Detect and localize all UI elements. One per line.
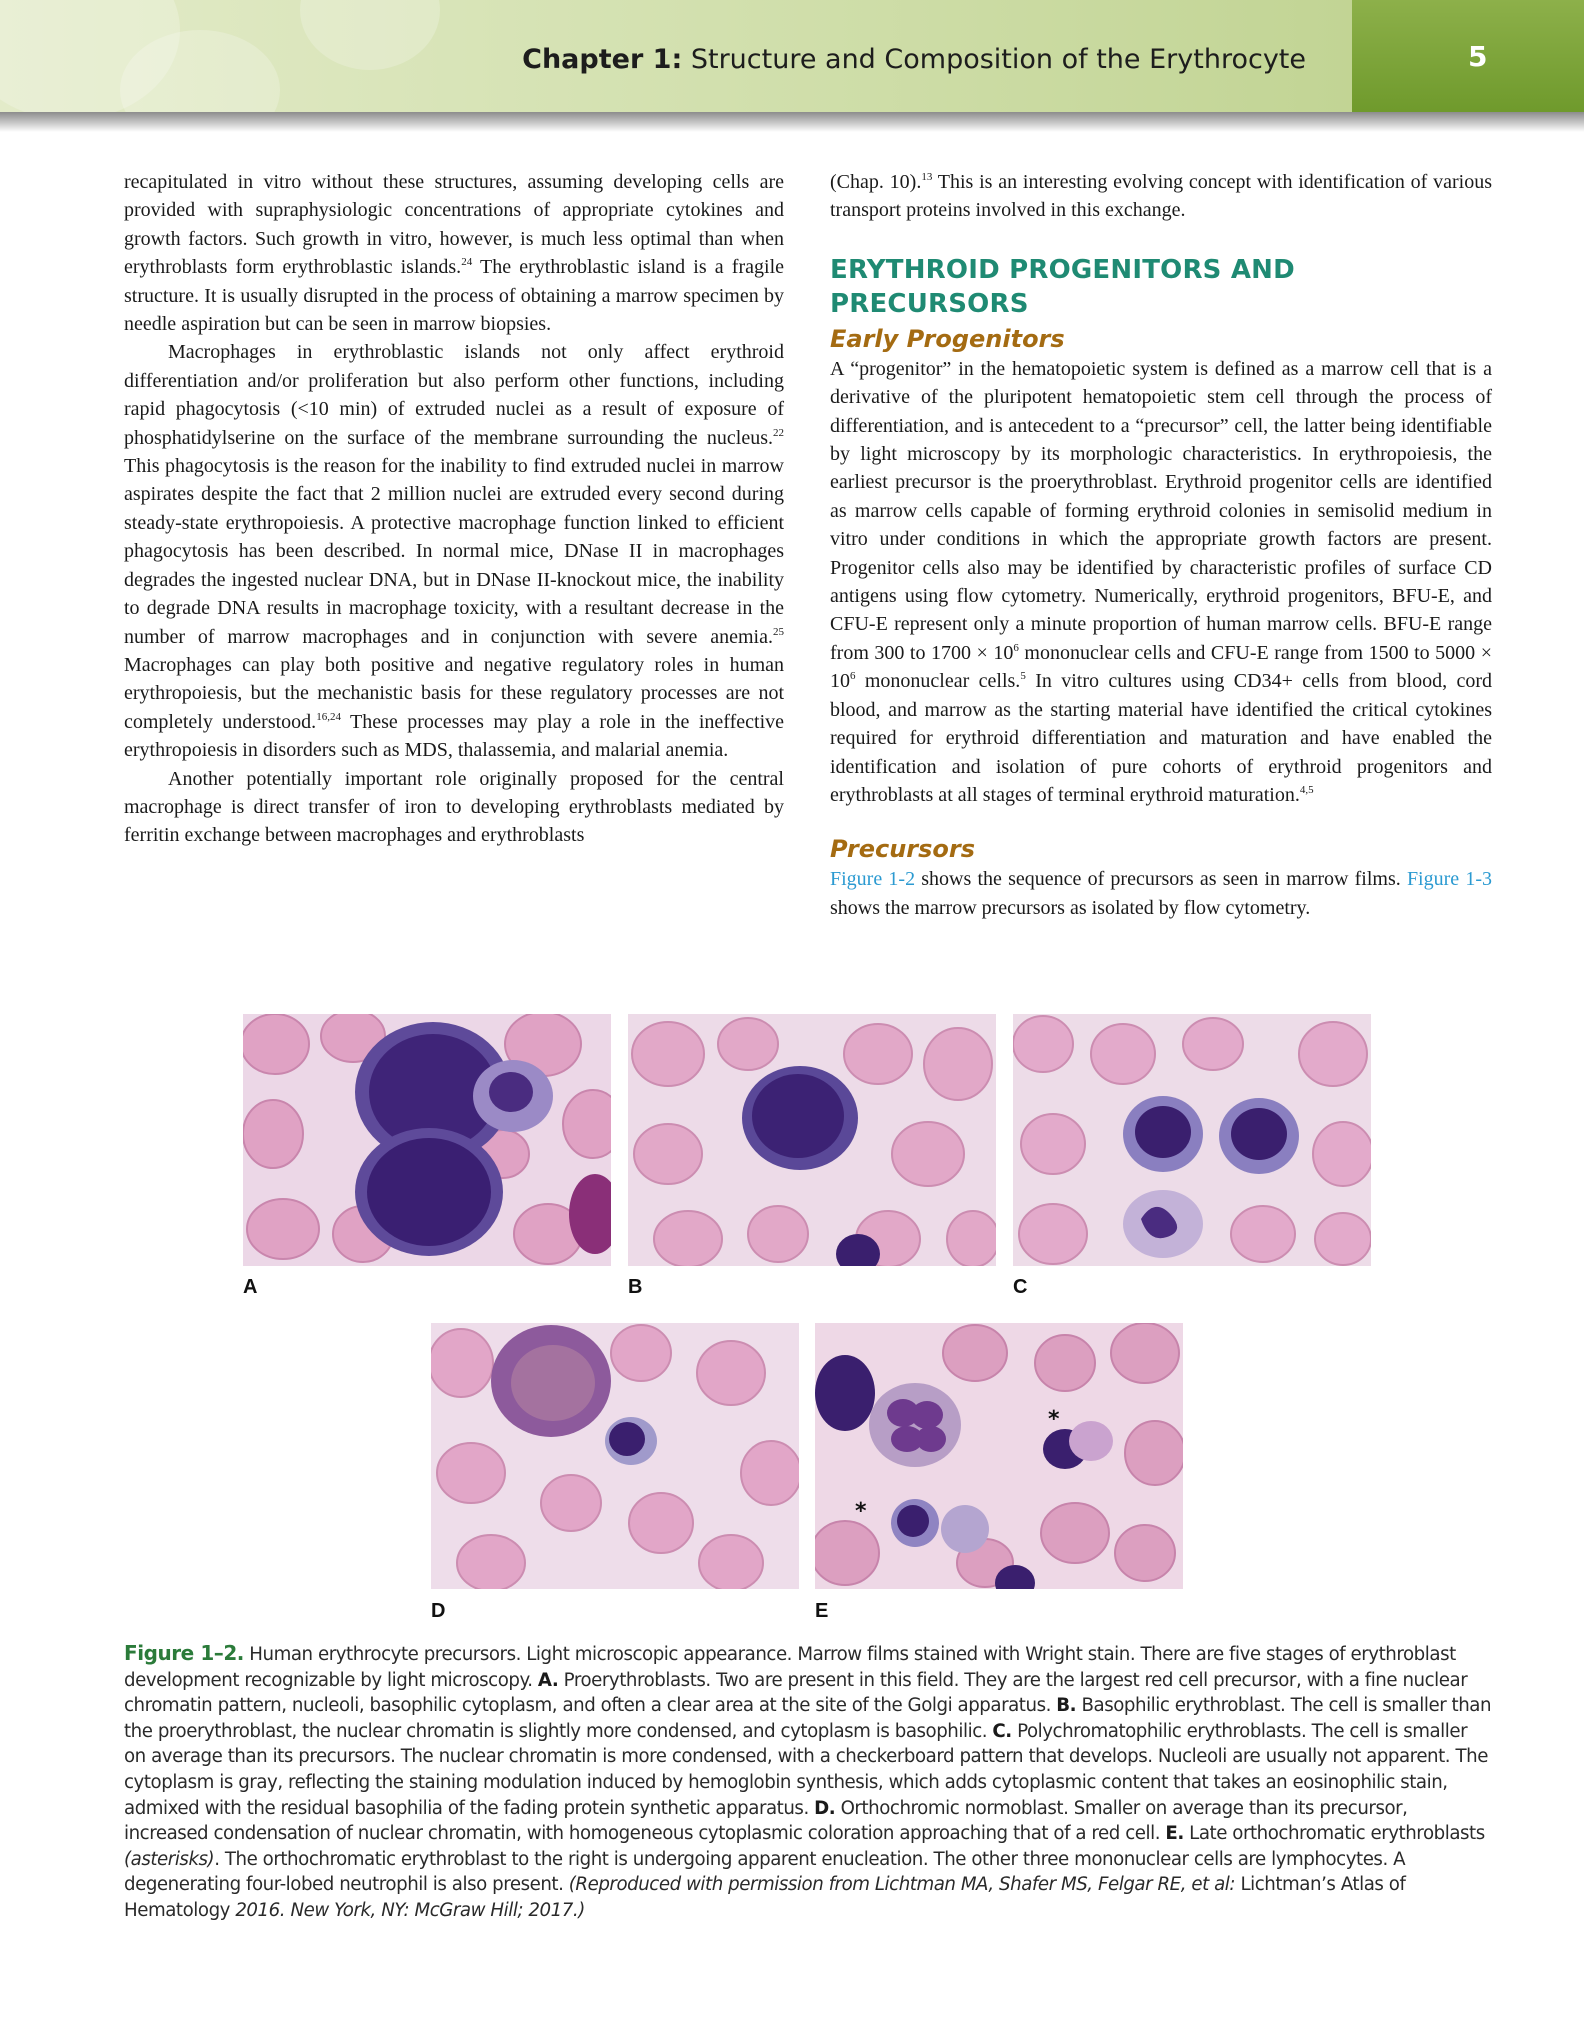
figure-link[interactable]: Figure 1-3 bbox=[1406, 868, 1493, 891]
citation: 16,24 bbox=[316, 710, 341, 723]
micrograph-image bbox=[815, 1323, 1183, 1589]
citation: 22 bbox=[773, 426, 784, 439]
paragraph: Figure 1-2 shows the sequence of precursors as seen in marrow films. Figure 1-3 shows the marrow precursors as isolated by flow cytometry. bbox=[830, 868, 1493, 919]
paragraph: (Chap. 10).$^{13}$ This is an interesting evolving concept with identification of various transport proteins involved in this exchange. bbox=[830, 171, 1492, 222]
micrograph-panel-c bbox=[1013, 1014, 1371, 1266]
subsection-heading: Early Progenitors bbox=[830, 324, 1065, 353]
exponent: 6 bbox=[850, 670, 856, 683]
micrograph-panel-d bbox=[431, 1323, 799, 1589]
chapter-label: Chapter 1: bbox=[522, 44, 683, 75]
panel-label-e: E bbox=[815, 1600, 829, 1622]
credit-line: (Reproduced with permission from Lichtman MA, Shafer MS, Felgar RE, et al: bbox=[568, 1874, 1241, 1896]
panel-label-d: D bbox=[431, 1600, 446, 1622]
figure-link[interactable]: Figure 1-2 bbox=[830, 868, 916, 891]
exponent: 6 bbox=[1013, 641, 1019, 654]
header-decoration bbox=[300, 0, 440, 70]
paragraph: Another potentially important role originally proposed for the central macrophage is direct transfer of iron to developing erythroblasts mediated by ferritin exchange between macrophages and erythroblasts bbox=[124, 767, 784, 847]
section-heading: ERYTHROID PROGENITORS AND PRECURSORS bbox=[830, 254, 1295, 319]
citation: 24 bbox=[461, 256, 473, 269]
paragraph: recapitulated in vitro without these structures, assuming developing cells are provided with supraphysiologic concentrations of appropriate cytokines and growth factors. Such growth in vitro, however, is much less optimal than when erythroblasts form erythroblastic islands.$^{24}$ The erythroblastic island is a fragile structure. It is usually disrupted in the process of obtaining a marrow specimen by needle aspiration but can be seen in marrow biopsies. bbox=[124, 171, 784, 336]
paragraph: Macrophages in erythroblastic islands not only affect erythroid differentiation and/or proliferation but also perform other functions, including rapid phagocytosis (<10 min) of extruded nuclei as a result of exposure of phosphatidylserine on the surface of the membrane surrounding the nucleus.$^{22}$ This phagocytosis is the reason for the inability to find extruded nuclei in marrow aspirates despite the fact that 2 million nuclei are extruded every second during steady-state erythropoiesis. A protective macrophage function linked to efficient phagocytosis has been described. In normal mice, DNase II in macrophages degrades the ingested nuclear DNA, but in DNase II-knockout mice, the inability to degrade DNA results in macrophage toxicity, with a resultant decrease in the number of marrow macrophages and in conjunction with severe anemia.$^{25}$ Macrophages can play both positive and negative regulatory roles in human erythropoiesis, but the mechanistic basis for these regulatory processes are not completely understood.$^{16,24}$ These processes may play a role in the ineffective erythropoiesis in disorders such as MDS, thalassemia, and malarial anemia. bbox=[124, 341, 784, 762]
subsection-heading: Precursors bbox=[830, 835, 976, 864]
running-title bbox=[522, 44, 1306, 75]
asterisk-marker: * bbox=[855, 1499, 867, 1524]
micrograph-panel-a bbox=[243, 1014, 611, 1266]
micrograph-image bbox=[243, 1014, 611, 1266]
micrograph-panel-b bbox=[628, 1014, 996, 1266]
micrograph-image bbox=[1013, 1014, 1371, 1266]
running-header bbox=[0, 0, 1584, 112]
citation: 4,5 bbox=[1299, 783, 1314, 796]
figure-label: Figure 1–2. bbox=[124, 1641, 244, 1665]
citation: 25 bbox=[773, 625, 784, 638]
chapter-title: Structure and Composition of the Erythrocyte bbox=[690, 44, 1306, 75]
citation: 13 bbox=[921, 171, 933, 183]
left-column bbox=[124, 168, 784, 850]
right-column bbox=[830, 168, 1492, 922]
citation: 5 bbox=[1020, 670, 1026, 683]
panel-label-a: A bbox=[243, 1276, 258, 1298]
header-shadow-bar bbox=[0, 112, 1584, 132]
figure-caption: Figure 1–2. Human erythrocyte precursors. Light microscopic appearance. Marrow films stained with Wright stain. There are five stages of erythroblast development recognizable by light microscopy. A. Proerythroblasts. Two are present in this field. They are the largest red cell precursor, with a fine nuclear chromatin pattern, nucleoli, basophilic cytoplasm, and often a clear area at the site of the Golgi apparatus. B. Basophilic erythroblast. The cell is smaller than the proerythroblast, the nuclear chromatin is slightly more condensed, and cytoplasm is basophilic. C. Polychromatophilic erythroblasts. The cell is smaller on average than its precursors. The nuclear chromatin is more condensed, with a checkerboard pattern that develops. Nucleoli are usually not apparent. The cytoplasm is gray, reflecting the staining modulation induced by hemoglobin synthesis, which adds cytoplasmic content that takes an eosinophilic stain, admixed with the residual basophilia of the fading protein synthetic apparatus. D. Orthochromic normoblast. Smaller on average than its precursor, increased condensation of nuclear chromatin, with homogeneous cytoplasmic coloration approaching that of a red cell. E. Late orthochromatic erythroblasts (asterisks). The orthochromatic erythroblast to the right is undergoing apparent enucleation. The other three mononuclear cells are lymphocytes. A degenerating four-lobed neutrophil is also present. (Reproduced with permission from Lichtman MA, Shafer MS, Felgar RE, et al: Lichtman’s Atlas of Hematology 2016. New York, NY: McGraw Hill; 2017.) bbox=[124, 1641, 1492, 1921]
page-number: 5 bbox=[1468, 40, 1488, 73]
panel-label-b: B bbox=[628, 1276, 643, 1298]
micrograph-image bbox=[628, 1014, 996, 1266]
asterisk-marker: * bbox=[1048, 1407, 1060, 1432]
micrograph-panel-e bbox=[815, 1323, 1183, 1589]
micrograph-image bbox=[431, 1323, 799, 1589]
paragraph: A “progenitor” in the hematopoietic system is defined as a marrow cell that is a derivative of the pluripotent hematopoietic stem cell through the process of differentiation, and is antecedent to a “precursor” cell, the latter being identifiable by light microscopy by its morphologic characteristics. In erythropoiesis, the earliest precursor is the proerythroblast. Erythroid progenitor cells are identified as marrow cells capable of forming erythroid colonies in semisolid medium in vitro under conditions in which the appropriate growth factors are present. Progenitor cells also may be identified by characteristic profiles of surface CD antigens using flow cytometry. Numerically, erythroid progenitors, BFU-E, and CFU-E represent only a minute proportion of human marrow cells. BFU-E range from 300 to $1700 \times 10^6$ mononuclear cells and CFU-E range from 1500 to $5000 \times 10^6$ mononuclear cells.$^5$ In vitro cultures using CD34+ cells from blood, cord blood, and marrow as the starting material have identified the critical cytokines required for erythroid differentiation and maturation and have enabled the identification and isolation of pure cohorts of erythroid progenitors and erythroblasts at all stages of terminal erythroid maturation.$^{4,5}$ bbox=[830, 357, 1492, 806]
panel-label-c: C bbox=[1013, 1276, 1028, 1298]
